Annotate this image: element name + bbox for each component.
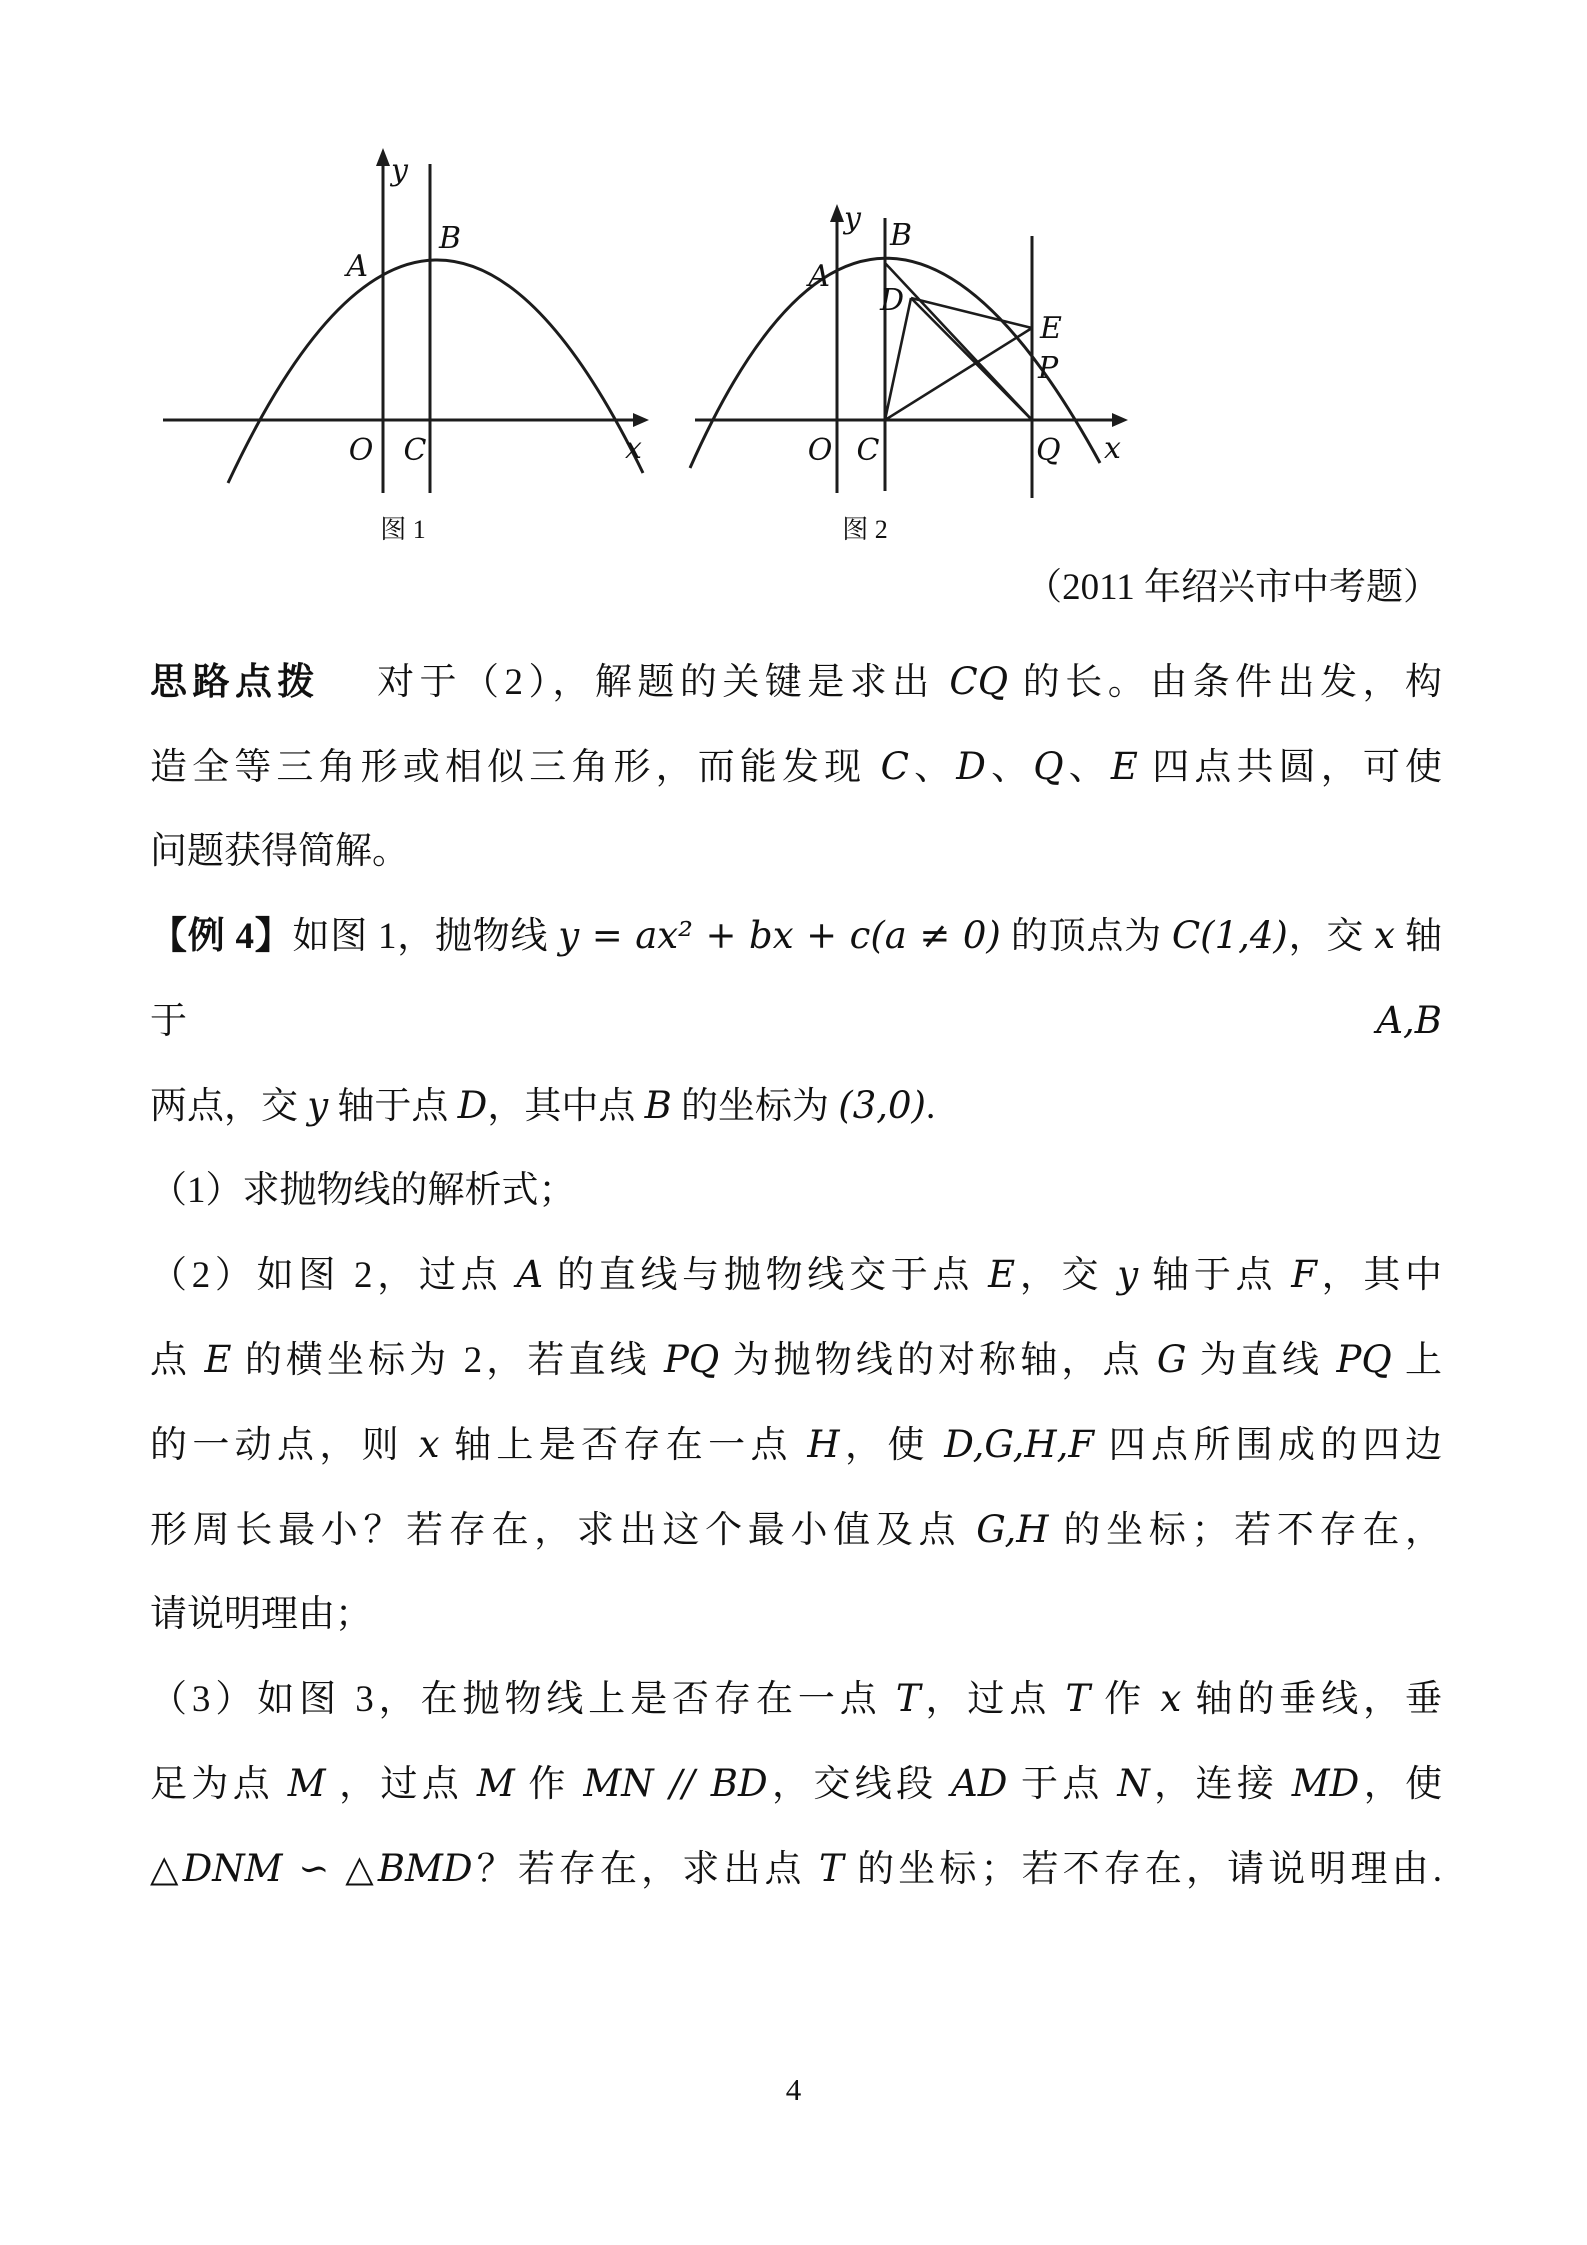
math-run: E bbox=[204, 1338, 232, 1381]
text-run: . bbox=[926, 1086, 936, 1127]
text-line bbox=[150, 1742, 1442, 1827]
text-run: 四点共圆，可使 bbox=[1137, 747, 1443, 788]
text-line bbox=[150, 1657, 1442, 1742]
text-run: ，其中点 bbox=[487, 1086, 645, 1127]
text-line bbox=[150, 1318, 1442, 1403]
math-run: x bbox=[1160, 1677, 1182, 1720]
text-run: ，过点 bbox=[325, 1764, 477, 1805]
point-label-O: O bbox=[807, 433, 833, 468]
text-run: 的直线与抛物线交于点 bbox=[543, 1255, 989, 1296]
y-axis-arrow bbox=[830, 204, 844, 222]
text-run: 上 bbox=[1391, 1340, 1443, 1381]
text-run: ，其中 bbox=[1316, 1255, 1443, 1296]
math-run: (3,0) bbox=[838, 1084, 926, 1127]
math-run: T bbox=[895, 1677, 921, 1720]
text-run: ，使 bbox=[839, 1425, 945, 1466]
math-run: G bbox=[1156, 1338, 1187, 1381]
text-run: ，过点 bbox=[920, 1679, 1066, 1720]
parabola-curve bbox=[228, 260, 643, 483]
text-run: 为直线 bbox=[1186, 1340, 1337, 1381]
math-run: AD bbox=[951, 1762, 1008, 1805]
math-run: PQ bbox=[1336, 1338, 1392, 1381]
math-run: △DNM ∽ △BMD bbox=[150, 1847, 473, 1890]
text-run: 于点 bbox=[1007, 1764, 1118, 1805]
text-run: 轴的垂线，垂 bbox=[1181, 1679, 1443, 1720]
x-axis-arrow bbox=[633, 413, 649, 427]
math-run: x bbox=[418, 1423, 440, 1466]
math-run: PQ bbox=[663, 1338, 720, 1381]
axis-label-x: x bbox=[1104, 431, 1121, 466]
text-line bbox=[150, 725, 1442, 810]
math-run: y bbox=[307, 1084, 329, 1127]
body-lines bbox=[150, 640, 1442, 1912]
math-run: A,B bbox=[1376, 999, 1442, 1042]
math-run: y bbox=[1117, 1253, 1139, 1296]
text-line bbox=[150, 1064, 1442, 1149]
math-run: T bbox=[1065, 1677, 1091, 1720]
text-run: ？若存在，求出点 bbox=[472, 1849, 820, 1890]
text-run: 的坐标；若不存在， bbox=[1048, 1510, 1443, 1551]
text-run: 的长。由条件出发，构 bbox=[1008, 662, 1443, 703]
text-run: 点 bbox=[150, 1340, 205, 1381]
math-run: B bbox=[644, 1084, 672, 1127]
figure-caption: 图 1 bbox=[380, 515, 426, 544]
math-run: M bbox=[287, 1762, 326, 1805]
math-run: C(1,4) bbox=[1171, 914, 1288, 957]
axis-label-y: y bbox=[844, 201, 861, 236]
point-label-O: O bbox=[348, 433, 374, 468]
text-run: 形周长最小？若存在，求出这个最小值及点 bbox=[150, 1510, 977, 1551]
axis-label-x: x bbox=[625, 431, 642, 466]
math-run: E bbox=[1110, 745, 1138, 788]
point-label-Q: Q bbox=[1036, 433, 1061, 468]
text-line bbox=[150, 1403, 1442, 1488]
text-run: 、 bbox=[985, 747, 1034, 788]
text-run: 、 bbox=[908, 747, 957, 788]
text-run: 的坐标；若不存在，请说明理由. bbox=[843, 1849, 1443, 1890]
text-line bbox=[150, 1827, 1442, 1912]
text-run: 思路点拨 bbox=[150, 662, 320, 703]
math-run: H bbox=[807, 1423, 840, 1466]
text-run: 作 bbox=[1090, 1679, 1161, 1720]
figure-2 bbox=[680, 138, 1135, 548]
attribution-line: （2011 年绍兴市中考题） bbox=[1025, 567, 1440, 608]
text-run: 的顶点为 bbox=[1000, 916, 1172, 957]
math-run: E bbox=[988, 1253, 1016, 1296]
text-run: 四点所围成的四边 bbox=[1094, 1425, 1443, 1466]
point-label-B: B bbox=[890, 218, 913, 253]
text-run: 问题获得简解。 bbox=[150, 831, 409, 872]
text-run: （2）如图 2，过点 bbox=[150, 1255, 517, 1296]
text-run: （1）求抛物线的解析式； bbox=[150, 1170, 576, 1211]
point-label-A: A bbox=[346, 249, 368, 284]
point-label-C: C bbox=[403, 433, 427, 468]
text-run: ，使 bbox=[1359, 1764, 1443, 1805]
text-run: 的横坐标为 2，若直线 bbox=[231, 1340, 664, 1381]
math-run: G,H bbox=[976, 1508, 1049, 1551]
text-line bbox=[150, 894, 1442, 1064]
point-label-D: D bbox=[879, 283, 904, 318]
text-line bbox=[150, 1573, 1442, 1657]
text-run: 为抛物线的对称轴，点 bbox=[719, 1340, 1157, 1381]
math-run: x bbox=[1374, 914, 1396, 957]
text-run: （3）如图 3，在抛物线上是否存在一点 bbox=[150, 1679, 896, 1720]
text-run: 轴于点 bbox=[1138, 1255, 1292, 1296]
text-run: 轴于 bbox=[150, 916, 1443, 1042]
math-run: M bbox=[476, 1762, 515, 1805]
text-run: 请说明理由； bbox=[150, 1594, 372, 1635]
text-run: ，连接 bbox=[1149, 1764, 1292, 1805]
text-run: 如图 1，抛物线 bbox=[292, 916, 559, 957]
text-run: 的一动点，则 bbox=[150, 1425, 419, 1466]
math-run: N bbox=[1117, 1762, 1150, 1805]
figure-2-canvas bbox=[680, 138, 1135, 548]
math-run: C bbox=[880, 745, 909, 788]
math-run: D bbox=[956, 745, 986, 788]
figure-caption: 图 2 bbox=[842, 515, 888, 544]
text-run: 【例 4】 bbox=[150, 916, 293, 957]
text-run: ，交 bbox=[1015, 1255, 1118, 1296]
math-run: A bbox=[516, 1253, 544, 1296]
text-run: ，交 bbox=[1287, 916, 1375, 957]
math-run: CQ bbox=[949, 660, 1009, 703]
math-run: T bbox=[819, 1847, 844, 1890]
text-line bbox=[150, 640, 1442, 725]
math-run: Q bbox=[1033, 745, 1064, 788]
point-label-P: P bbox=[1038, 351, 1059, 386]
point-label-C: C bbox=[856, 433, 880, 468]
text-run: 、 bbox=[1063, 747, 1111, 788]
segment-DQ bbox=[911, 298, 1032, 420]
math-run: D,G,H,F bbox=[944, 1423, 1095, 1466]
point-label-E: E bbox=[1040, 311, 1062, 346]
text-run: 轴于点 bbox=[328, 1086, 458, 1127]
text-line bbox=[150, 1233, 1442, 1318]
text-line bbox=[150, 1149, 1442, 1233]
text-run: 造全等三角形或相似三角形，而能发现 bbox=[150, 747, 881, 788]
text-run: ，交线段 bbox=[767, 1764, 952, 1805]
text-run: 轴上是否存在一点 bbox=[439, 1425, 808, 1466]
figure-1-canvas bbox=[163, 138, 653, 548]
point-label-A: A bbox=[808, 259, 830, 294]
text-line bbox=[150, 810, 1442, 894]
text-run: 对于（2），解题的关键是求出 bbox=[319, 662, 950, 703]
axis-label-y: y bbox=[391, 153, 408, 188]
text-run: 的坐标为 bbox=[671, 1086, 839, 1127]
text-run: 作 bbox=[514, 1764, 584, 1805]
page-number: 4 bbox=[785, 2072, 802, 2107]
point-label-B: B bbox=[439, 221, 462, 256]
text-run: 足为点 bbox=[150, 1764, 288, 1805]
text-run: 两点，交 bbox=[150, 1086, 308, 1127]
math-run: y = ax² + bx + c(a ≠ 0) bbox=[558, 914, 1001, 957]
segment-DE bbox=[911, 298, 1032, 328]
math-run: MD bbox=[1291, 1762, 1360, 1805]
text-line bbox=[150, 1488, 1442, 1573]
figure-1 bbox=[163, 138, 653, 548]
x-axis-arrow bbox=[1112, 413, 1128, 427]
math-run: MN // BD bbox=[583, 1762, 768, 1805]
math-run: F bbox=[1291, 1253, 1317, 1296]
math-run: D bbox=[457, 1084, 488, 1127]
y-axis-arrow bbox=[376, 148, 390, 166]
